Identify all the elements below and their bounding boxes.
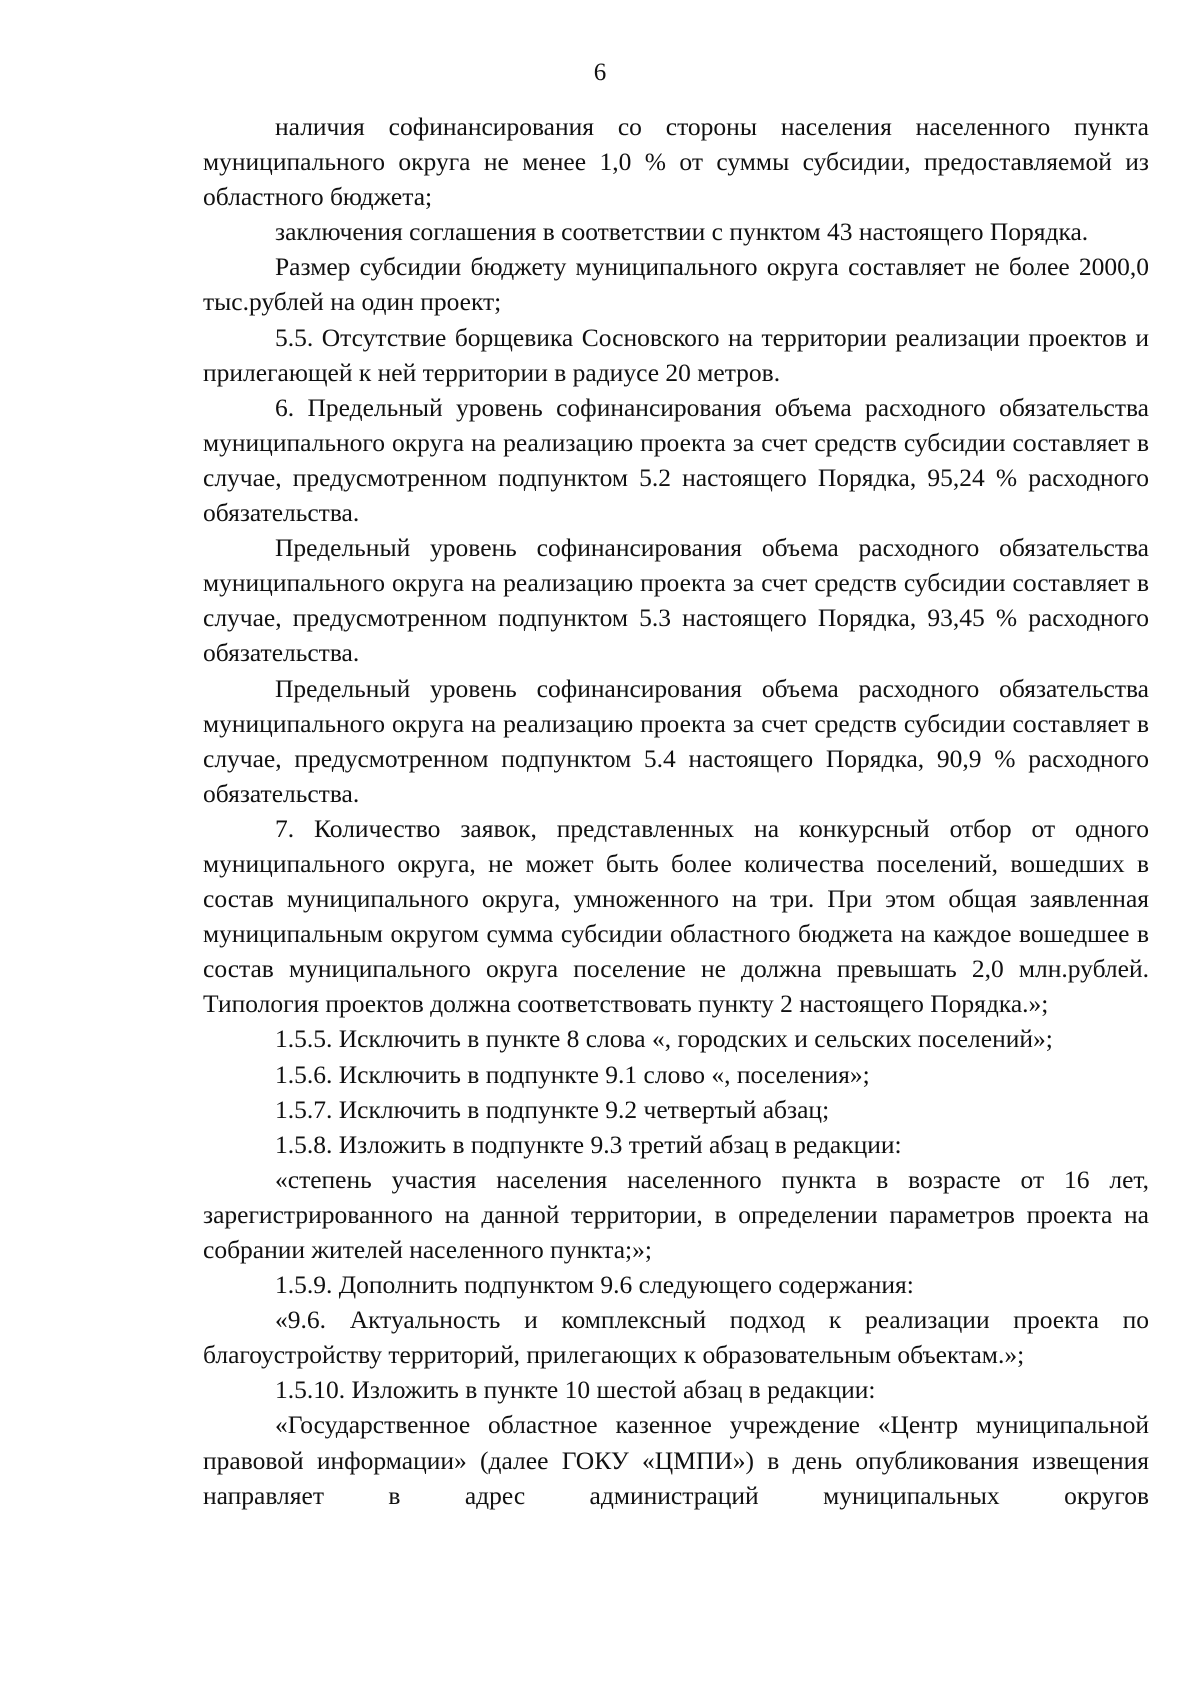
- paragraph-7: 7. Количество заявок, представленных на конкурсный отбор от одного муниципального округа, не может быть более количества поселений, вошедших в состав муниципального округа, умноженного на три. При этом общая заявленная муниципальным округом сумма субсидии областного бюджета на каждое вошедшее в состав муниципального округа поселение не должна превышать 2,0 млн.рублей. Типология проектов должна соответствовать пункту 2 настоящего Порядка.»;: [203, 813, 1149, 1019]
- paragraph-agreement-condition: заключения соглашения в соответствии с пунктом 43 настоящего Порядка.: [275, 217, 1089, 247]
- paragraph-1-5-10: 1.5.10. Изложить в пункте 10 шестой абзац в редакции:: [275, 1375, 876, 1405]
- paragraph-5-5: 5.5. Отсутствие борщевика Сосновского на территории реализации проектов и прилегающей к ней территории в радиусе 20 метров.: [203, 322, 1149, 387]
- page-number: 6: [593, 59, 607, 86]
- paragraph-1-5-8: 1.5.8. Изложить в подпункте 9.3 третий абзац в редакции:: [275, 1129, 902, 1159]
- paragraph-1-5-9: 1.5.9. Дополнить подпунктом 9.6 следующего содержания:: [275, 1270, 914, 1300]
- document-body: [203, 109, 1149, 1513]
- paragraph-subsidy-size: Размер субсидии бюджету муниципального округа составляет не более 2000,0 тыс.рублей на один проект;: [203, 252, 1149, 317]
- paragraph-6-level-5-3: Предельный уровень софинансирования объема расходного обязательства муниципального округа на реализацию проекта за счет средств субсидии составляет в случае, предусмотренном подпунктом 5.3 настоящего Порядка, 93,45 % расходного обязательства.: [203, 533, 1149, 668]
- paragraph-cofinancing-condition: наличия софинансирования со стороны населения населенного пункта муниципального округа не менее 1,0 % от суммы субсидии, предоставляемой из областного бюджета;: [203, 112, 1149, 212]
- paragraph-1-5-7: 1.5.7. Исключить в подпункте 9.2 четвертый абзац;: [275, 1094, 830, 1124]
- paragraph-quote-10: «Государственное областное казенное учреждение «Центр муниципальной правовой информации» (далее ГОКУ «ЦМПИ») в день опубликования извещения направляет в адрес администраций муниципальных округов: [203, 1410, 1149, 1510]
- paragraph-quote-9-6: «9.6. Актуальность и комплексный подход к реализации проекта по благоустройству территорий, прилегающих к образовательным объектам.»;: [203, 1305, 1149, 1370]
- paragraph-1-5-6: 1.5.6. Исключить в подпункте 9.1 слово «, поселения»;: [275, 1059, 870, 1089]
- paragraph-quote-9-3: «степень участия населения населенного пункта в возрасте от 16 лет, зарегистрированного на данной территории, в определении параметров проекта на собрании жителей населенного пункта;»;: [203, 1164, 1149, 1264]
- paragraph-6-level-5-4: Предельный уровень софинансирования объема расходного обязательства муниципального округа на реализацию проекта за счет средств субсидии составляет в случае, предусмотренном подпунктом 5.4 настоящего Порядка, 90,9 % расходного обязательства.: [203, 673, 1149, 808]
- paragraph-1-5-5: 1.5.5. Исключить в пункте 8 слова «, городских и сельских поселений»;: [275, 1024, 1053, 1054]
- paragraph-6: 6. Предельный уровень софинансирования объема расходного обязательства муниципального округа на реализацию проекта за счет средств субсидии составляет в случае, предусмотренном подпунктом 5.2 настоящего Порядка, 95,24 % расходного обязательства.: [203, 392, 1149, 528]
